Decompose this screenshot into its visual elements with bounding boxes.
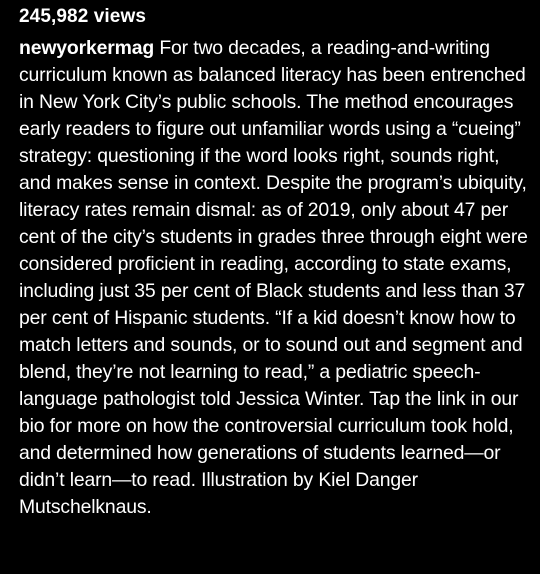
post-caption bbox=[19, 35, 533, 521]
post-details bbox=[19, 4, 533, 521]
view-count[interactable]: 245,982 views bbox=[19, 6, 147, 27]
caption-text: For two decades, a reading-and-writing curriculum known as balanced literacy has been entrenched in New York City’s public schools. The method encourages early readers to figure out unfamiliar words using a “cueing” strategy: questioning if the word looks right, sounds right, and makes sense in context. Despite the program’s ubiquity, literacy rates remain dismal: as of 2019, only about 47 per cent of the city’s students in grades three through eight were considered proficient in reading, according to state exams, including just 35 per cent of Black students and less than 37 per cent of Hispanic students. “If a kid doesn’t know how to match letters and sounds, or to sound out and segment and blend, they’re not learning to read,” a pediatric speech-language pathologist told Jessica Winter. Tap the link in our bio for more on how the controversial curriculum took hold, and determined how generations of students learned—or didn’t learn—to read. Illustration by Kiel Danger Mutschelknaus. bbox=[19, 37, 528, 518]
username-link[interactable]: newyorkermag bbox=[19, 37, 155, 59]
